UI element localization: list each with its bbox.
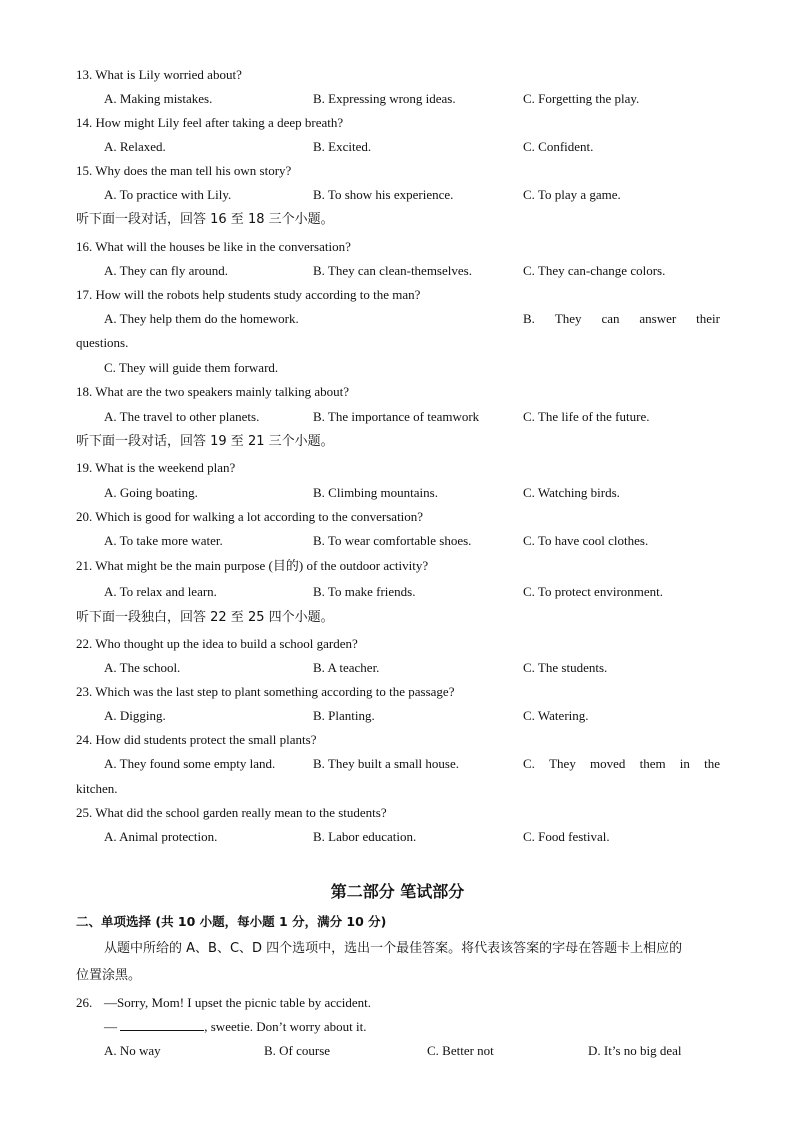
question-13-option-c: C. Forgetting the play. bbox=[523, 91, 640, 106]
question-15-stem: 15. Why does the man tell his own story? bbox=[76, 163, 292, 178]
question-16-option-a: A. They can fly around. bbox=[104, 263, 228, 278]
part-two-title: 第二部分 笔试部分 bbox=[330, 882, 465, 901]
question-16-stem: 16. What will the houses be like in the conversation? bbox=[76, 239, 351, 254]
question-19-option-b: B. Climbing mountains. bbox=[313, 485, 438, 500]
question-24-option-a: A. They found some empty land. bbox=[104, 756, 276, 771]
question-21-option-a: A. To relax and learn. bbox=[104, 584, 217, 599]
question-26-line-2-suffix: , sweetie. Don’t worry about it. bbox=[204, 1019, 367, 1034]
question-17-option-c: C. They will guide them forward. bbox=[104, 360, 279, 375]
question-26-option-b: B. Of course bbox=[264, 1043, 331, 1058]
word: They bbox=[554, 311, 582, 326]
word: They bbox=[549, 756, 576, 771]
question-14-option-b: B. Excited. bbox=[313, 139, 372, 154]
question-23-option-a: A. Digging. bbox=[104, 708, 166, 723]
question-16-option-c: C. They can-change colors. bbox=[523, 263, 666, 278]
word: can bbox=[601, 311, 620, 326]
question-20-option-c: C. To have cool clothes. bbox=[523, 533, 649, 548]
question-22-option-a: A. The school. bbox=[104, 660, 181, 675]
section-header-19-21: 听下面一段对话，回答 19 至 21 三个小题。 bbox=[76, 434, 334, 449]
question-20-stem: 20. Which is good for walking a lot according to the conversation? bbox=[76, 509, 424, 524]
question-19-stem: 19. What is the weekend plan? bbox=[76, 460, 236, 475]
question-24-option-c-continued: kitchen. bbox=[76, 781, 118, 796]
question-13-option-a: A. Making mistakes. bbox=[104, 91, 213, 106]
question-15-option-c: C. To play a game. bbox=[523, 187, 621, 202]
question-21-option-c: C. To protect environment. bbox=[523, 584, 664, 599]
question-25-option-a: A. Animal protection. bbox=[104, 829, 218, 844]
question-24-option-b: B. They built a small house. bbox=[313, 756, 459, 771]
section-two-heading: 二、单项选择 (共 10 小题，每小题 1 分，满分 10 分) bbox=[76, 914, 387, 929]
question-26-option-c: C. Better not bbox=[427, 1043, 494, 1058]
question-21-option-b: B. To make friends. bbox=[313, 584, 416, 599]
question-26-number: 26. bbox=[76, 995, 93, 1010]
dash: — bbox=[104, 1019, 117, 1034]
question-19-option-c: C. Watching birds. bbox=[523, 485, 620, 500]
question-23-stem: 23. Which was the last step to plant something according to the passage? bbox=[76, 684, 455, 699]
question-23-option-b: B. Planting. bbox=[313, 708, 375, 723]
question-18-stem: 18. What are the two speakers mainly talking about? bbox=[76, 384, 350, 399]
question-24-option-c bbox=[523, 756, 720, 772]
question-25-stem: 25. What did the school garden really mean to the students? bbox=[76, 805, 387, 820]
question-26-option-d: D. It’s no big deal bbox=[588, 1043, 682, 1058]
section-header-22-25: 听下面一段独白，回答 22 至 25 四个小题。 bbox=[76, 610, 334, 625]
question-13-option-b: B. Expressing wrong ideas. bbox=[313, 91, 456, 106]
word: them bbox=[639, 756, 666, 771]
word: in bbox=[679, 756, 690, 771]
word: answer bbox=[639, 311, 677, 326]
question-14-option-c: C. Confident. bbox=[523, 139, 594, 154]
question-25-option-b: B. Labor education. bbox=[313, 829, 417, 844]
word: C. bbox=[523, 756, 535, 771]
answer-blank bbox=[120, 1019, 204, 1031]
question-16-option-b: B. They can clean-themselves. bbox=[313, 263, 472, 278]
word: the bbox=[704, 756, 720, 771]
instructions-line-2: 位置涂黑。 bbox=[76, 968, 142, 983]
question-20-option-a: A. To take more water. bbox=[104, 533, 223, 548]
question-18-option-c: C. The life of the future. bbox=[523, 409, 650, 424]
question-14-option-a: A. Relaxed. bbox=[104, 139, 166, 154]
question-17-stem: 17. How will the robots help students study according to the man? bbox=[76, 287, 421, 302]
question-18-option-a: A. The travel to other planets. bbox=[104, 409, 260, 424]
question-25-option-c: C. Food festival. bbox=[523, 829, 610, 844]
question-19-option-a: A. Going boating. bbox=[104, 485, 198, 500]
word: their bbox=[696, 311, 720, 326]
question-14-stem: 14. How might Lily feel after taking a deep breath? bbox=[76, 115, 344, 130]
question-21-stem: 21. What might be the main purpose (目的) of the outdoor activity? bbox=[76, 558, 429, 573]
question-26-line-1: —Sorry, Mom! I upset the picnic table by accident. bbox=[104, 995, 372, 1010]
instructions-line-1: 从题中所给的 A、B、C、D 四个选项中，选出一个最佳答案。将代表该答案的字母在答题卡上相应的 bbox=[104, 941, 683, 956]
question-23-option-c: C. Watering. bbox=[523, 708, 589, 723]
question-17-option-b-continued: questions. bbox=[76, 335, 129, 350]
question-15-option-a: A. To practice with Lily. bbox=[104, 187, 232, 202]
question-26-line-2 bbox=[104, 1019, 366, 1035]
word: moved bbox=[590, 756, 626, 771]
question-18-option-b: B. The importance of teamwork bbox=[313, 409, 480, 424]
question-22-option-c: C. The students. bbox=[523, 660, 608, 675]
question-15-option-b: B. To show his experience. bbox=[313, 187, 454, 202]
word: B. bbox=[523, 311, 535, 326]
section-header-16-18: 听下面一段对话，回答 16 至 18 三个小题。 bbox=[76, 212, 334, 227]
question-22-option-b: B. A teacher. bbox=[313, 660, 380, 675]
question-17-option-a: A. They help them do the homework. bbox=[104, 311, 299, 326]
question-22-stem: 22. Who thought up the idea to build a school garden? bbox=[76, 636, 358, 651]
question-24-stem: 24. How did students protect the small plants? bbox=[76, 732, 317, 747]
question-20-option-b: B. To wear comfortable shoes. bbox=[313, 533, 472, 548]
question-13-stem: 13. What is Lily worried about? bbox=[76, 67, 242, 82]
question-26-option-a: A. No way bbox=[104, 1043, 161, 1058]
question-17-option-b bbox=[523, 311, 720, 327]
